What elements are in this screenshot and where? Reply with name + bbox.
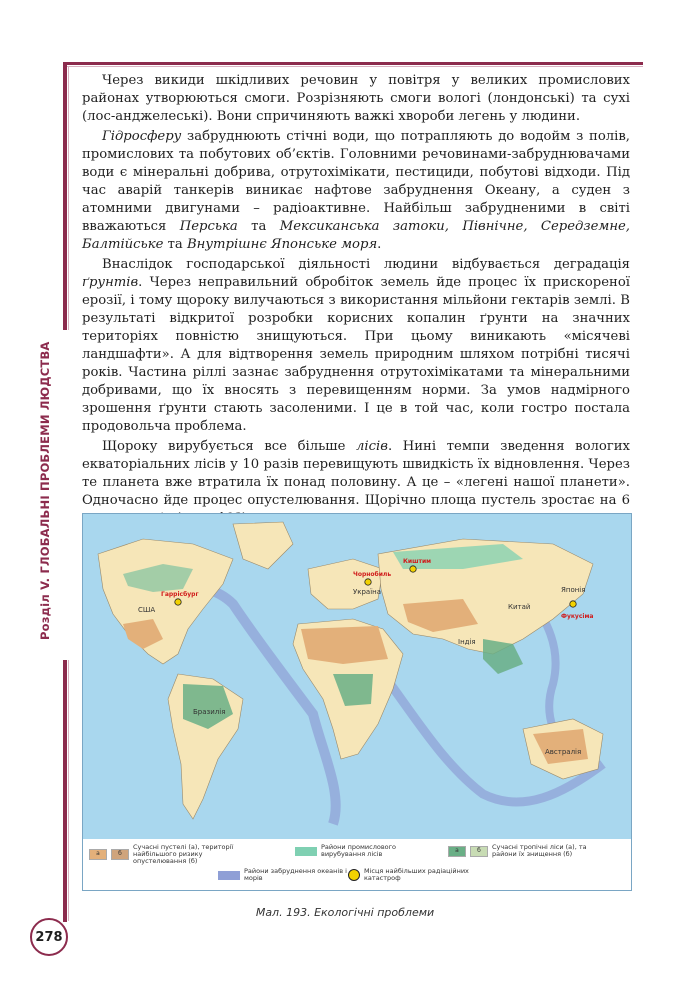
page-frame-top xyxy=(63,62,643,65)
legend-radiation xyxy=(348,868,474,882)
paragraph-hydrosphere xyxy=(82,128,630,254)
label-ukraine: Україна xyxy=(353,588,382,596)
legend-polluted-seas-text: Райони забруднення океанів і морів xyxy=(244,867,347,882)
legend-deserts-text: Сучасні пустелі (а), території найбільшого ризику опустелювання (б) xyxy=(133,843,234,865)
legend-tropical-forests-text: Сучасні тропічні ліси (а), та райони їх знищення (б) xyxy=(492,843,587,858)
side-tab xyxy=(48,330,78,660)
paragraph-smog: Через викиди шкідливих речовин у повітря у великих промислових районах утворюються смоги. Розрізняють смоги вологі (лондонські) та сухі (лос-анджелеські). Вони спричиняють важкі хвороби легень у людини. xyxy=(82,73,630,124)
label-usa: США xyxy=(138,606,156,614)
legend-tropical-forests xyxy=(448,844,602,858)
disaster-chernobyl-label: Чорнобиль xyxy=(353,571,392,578)
p2-end: . xyxy=(377,237,382,252)
radiation-icon xyxy=(570,601,576,607)
legend-swatch-a: а xyxy=(89,849,107,860)
radiation-icon xyxy=(175,599,181,605)
legend-swatch-b2: б xyxy=(470,846,488,857)
and-1: та xyxy=(237,219,280,234)
map-legend xyxy=(83,840,631,890)
disaster-harrisburg-label: Гаррісбург xyxy=(161,591,199,598)
radiation-icon xyxy=(365,579,371,585)
disaster-fukushima-label: Фукусіма xyxy=(561,613,594,620)
legend-swatch-pollution xyxy=(218,871,240,880)
seas-2: Мексиканська затоки, Північне, Середземне, Балтійське xyxy=(82,219,631,252)
label-india: Індія xyxy=(458,638,476,646)
label-brazil: Бразилія xyxy=(193,708,226,716)
europe xyxy=(308,559,383,609)
p3-text-b: . Через неправильний обробіток земель йде процес їх прискореної ерозії, і тому щороку вилучаються з використання мільйони гектарів землі. В результаті відкритої розробки корисних копалин ґрунти на значних територіях повністю знищуються. При цьому виникають «місячеві ландшафти». А для відтворення земель природним шляхом потрібні тисячі років. Частина ріллі зазнає забруднення отрутохімікатами та мінеральними добривами, що їх вносять з перевищенням норми. За умов надмірного зрошення ґрунти стають засоленими. І це в той час, коли гостро постала продовольча проблема. xyxy=(82,275,630,434)
section-title: Розділ V. ГЛОБАЛЬНІ ПРОБЛЕМИ ЛЮДСТВА xyxy=(38,341,52,640)
term-forests: лісів xyxy=(356,439,388,454)
legend-logging xyxy=(295,844,431,858)
term-soils: ґрунтів xyxy=(82,275,139,290)
p4-text-b: . Нині темпи зведення вологих екваторіальних лісів у 10 разів перевищують швидкість їх відновлення. Через те планета вже втратила їх понад половину. А це – «легені нашої планети». Одночасно йде процес опустелювання. Щорічно площа пустель зростає на 6 xyxy=(82,439,630,508)
figure-caption: Мал. 193. Екологічні проблеми xyxy=(255,906,435,919)
legend-radiation-text: Місця найбільших радіаційних катастроф xyxy=(364,867,469,882)
seas-1: Перська xyxy=(179,219,238,234)
and-2: та xyxy=(163,237,187,252)
paragraph-soils xyxy=(82,256,630,436)
legend-deserts xyxy=(89,844,243,865)
legend-swatch-b: б xyxy=(111,849,129,860)
body-text xyxy=(82,72,630,530)
radiation-icon xyxy=(348,869,360,881)
sahara-desert xyxy=(301,626,388,664)
p3-text-a: Внаслідок господарської діяльності людини відбувається деградація xyxy=(102,257,630,272)
legend-logging-text: Райони промислового вирубування лісів xyxy=(321,843,397,858)
p4-text-a: Щороку вирубується все більше xyxy=(102,439,357,454)
label-australia: Австралія xyxy=(545,748,582,756)
label-china: Китай xyxy=(508,603,531,611)
legend-polluted-seas xyxy=(218,868,354,882)
page-frame-top-line xyxy=(63,66,643,67)
paragraph-hydrosphere-text: забруднюють стічні води, що потрапляють до водойм з полів, промислових та побутових об’єктів. Головними речовинами-забруднювачами води є мінеральні добрива, отрутохімікати, пестициди, побутові відходи. Під час аварій танкерів виникає нафтове забруднення Океану, а суден з атомними двигунами – радіоактивне. Найбільш забрудненими в світі вважаються xyxy=(82,129,630,234)
seas-3: Внутрішнє Японське моря xyxy=(186,237,378,252)
page-number: 278 xyxy=(30,918,68,956)
term-hydrosphere: Гідросферу xyxy=(102,129,182,144)
disaster-kyshtym-label: Киштим xyxy=(403,558,432,565)
world-map-figure xyxy=(82,513,632,891)
legend-swatch-a2: а xyxy=(448,846,466,857)
label-japan: Японія xyxy=(561,586,586,594)
legend-swatch-logging xyxy=(295,847,317,856)
world-map xyxy=(83,514,631,839)
radiation-icon xyxy=(410,566,416,572)
